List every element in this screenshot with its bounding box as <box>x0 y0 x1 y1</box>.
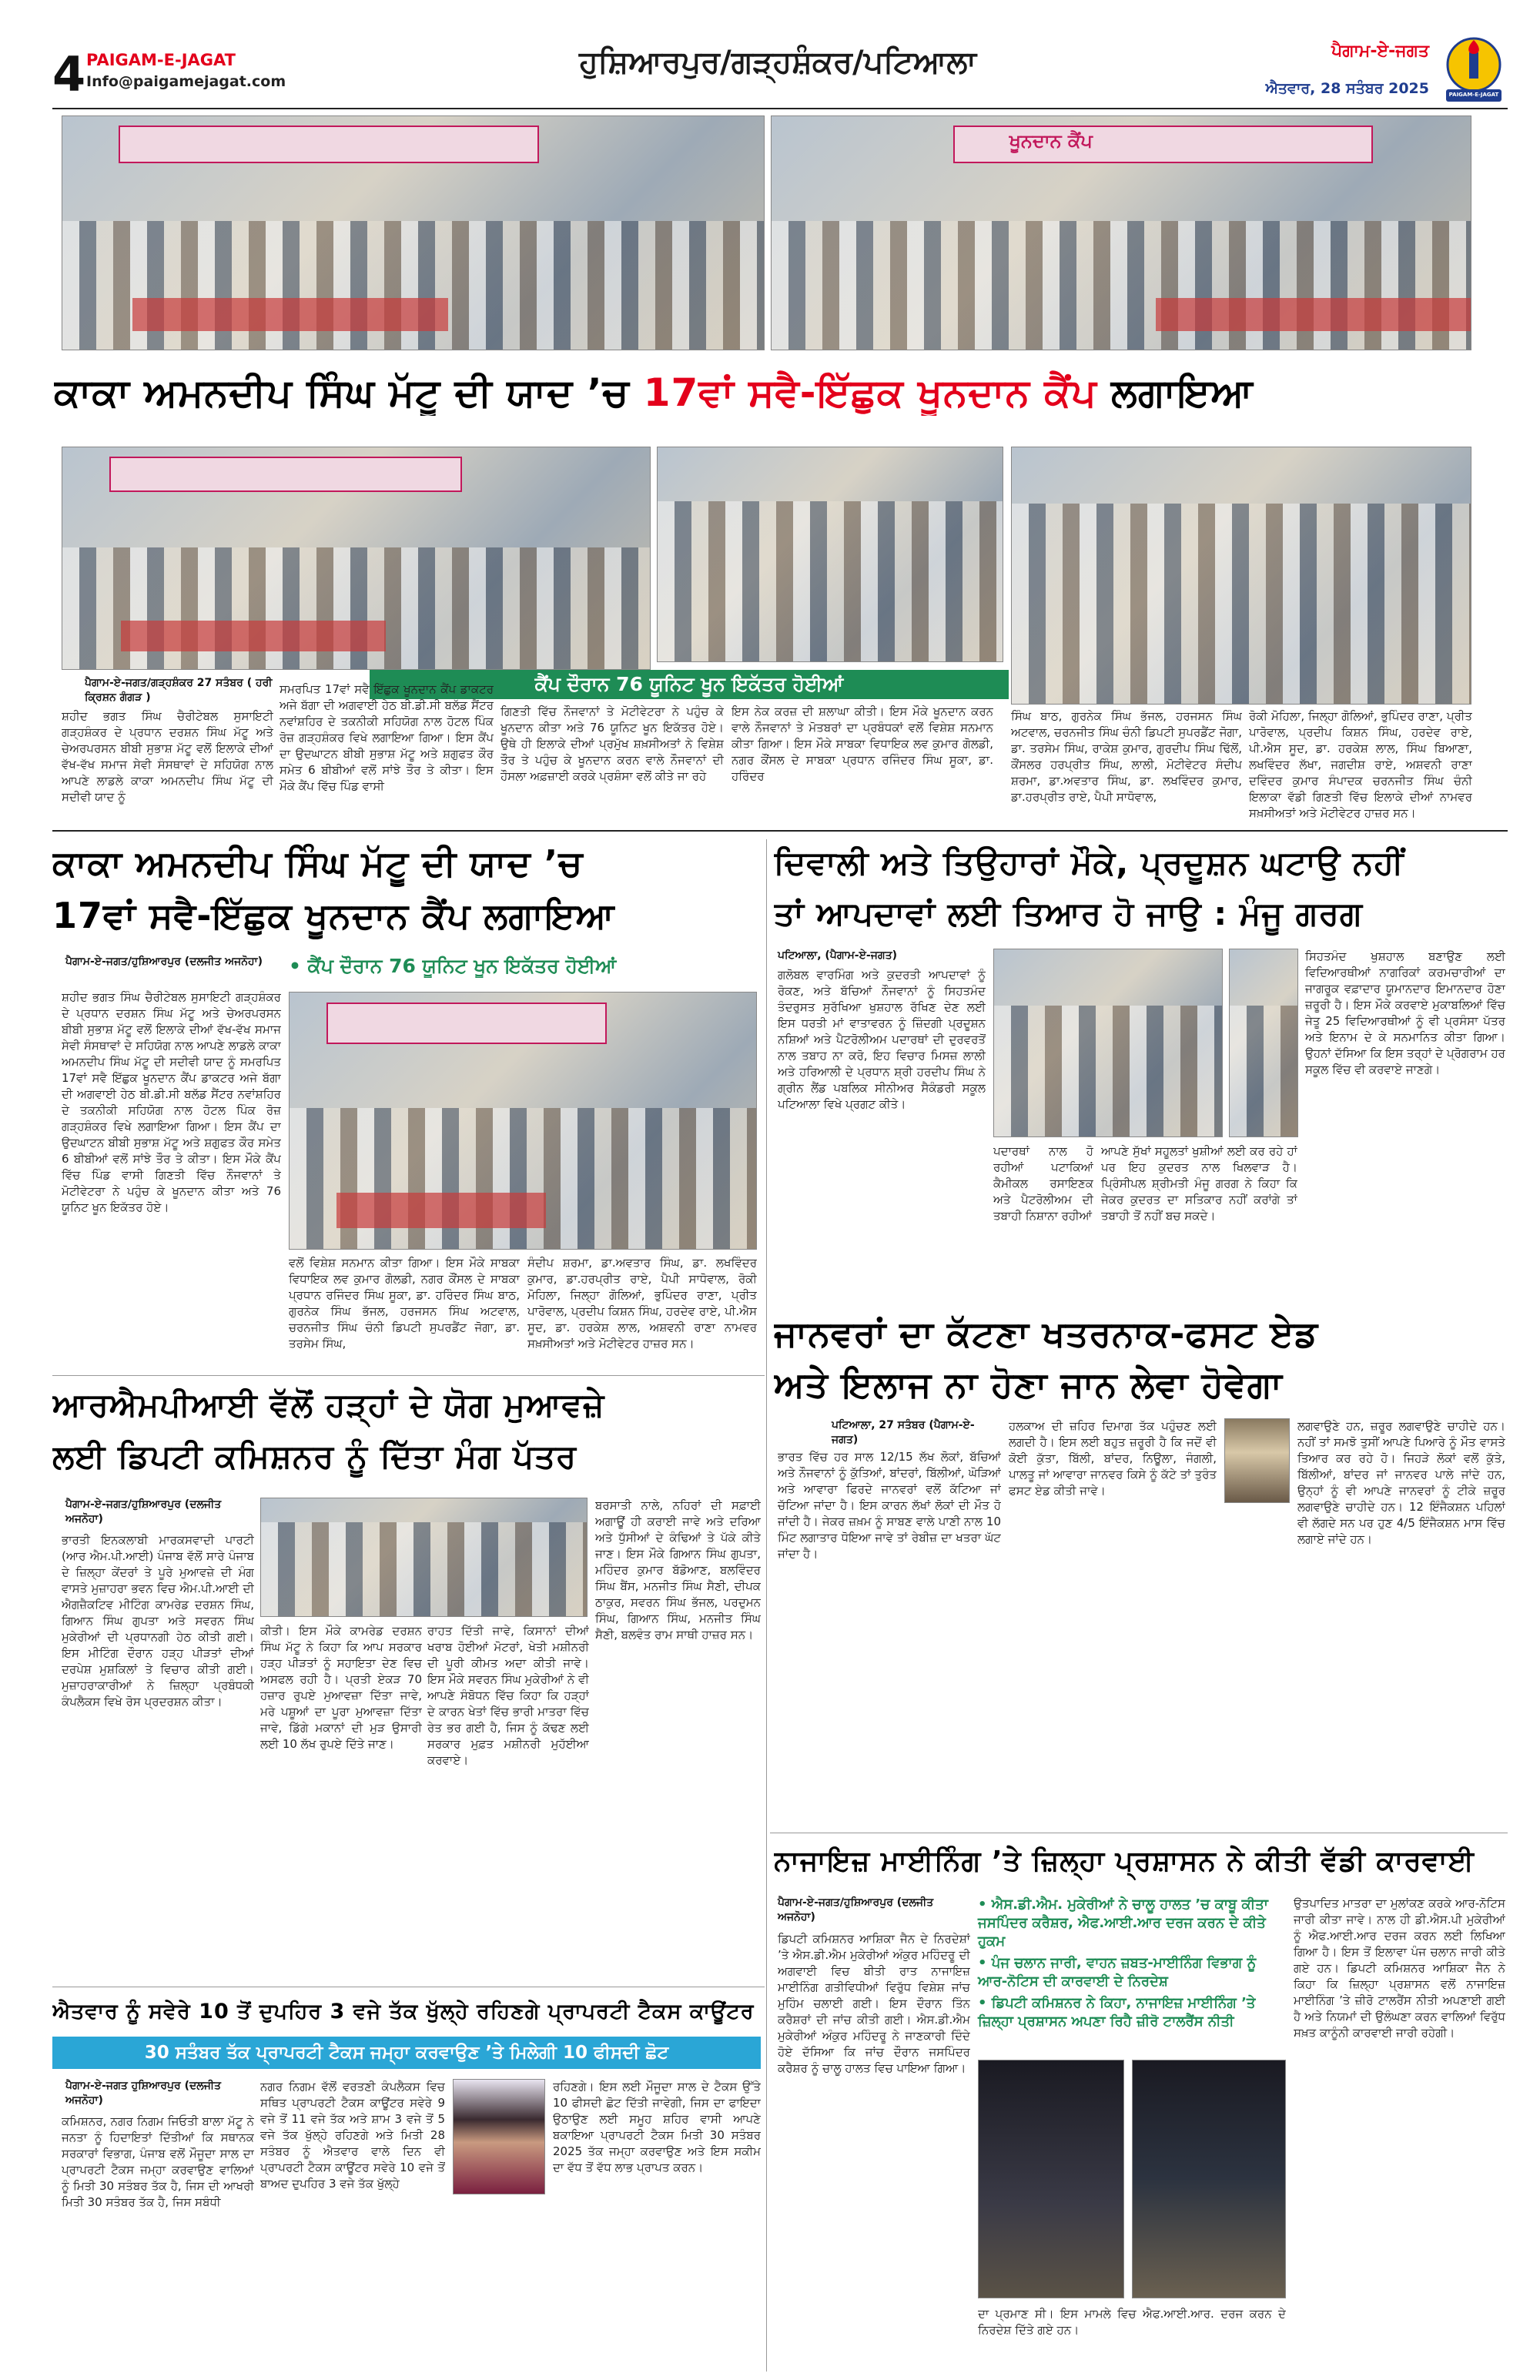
mining-headline: ਨਾਜਾਇਜ਼ ਮਾਈਨਿੰਗ ’ਤੇ ਜ਼ਿਲ੍ਹਾ ਪ੍ਰਸ਼ਾਸਨ ਨੇ ਕੀਤੀ ਵੱਡੀ ਕਾਰਵਾਈ <box>774 1846 1475 1877</box>
mining-body-col1: ਡਿਪਟੀ ਕਮਿਸ਼ਨਰ ਆਸ਼ਿਕਾ ਜੈਨ ਦੇ ਨਿਰਦੇਸ਼ਾਂ ’ਤੇ ਐਸ.ਡੀ.ਐਮ ਮੁਕੇਰੀਆਂ ਅੰਕੁਰ ਮਹਿੰਦਰੂ ਦੀ ਅਗਵਾਈ ਵਿਚ ਬੀਤੀ ਰਾਤ ਨਾਜਾਇਜ਼ ਮਾਈਨਿੰਗ ਗਤੀਵਿਧੀਆਂ ਵਿਰੁੱਧ ਵਿਸ਼ੇਸ਼ ਜਾਂਚ ਮੁਹਿੰਮ ਚਲਾਈ ਗਈ। ਇਸ ਦੌਰਾਨ ਤਿੰਨ ਕਰੈਸ਼ਰਾਂ ਦੀ ਜਾਂਚ ਕੀਤੀ ਗਈ। ਐਸ.ਡੀ.ਐਮ ਮੁਕੇਰੀਆਂ ਅੰਕੁਰ ਮਹਿੰਦਰੂ ਨੇ ਜਾਣਕਾਰੀ ਦਿੰਦੇ ਹੋਏ ਦੱਸਿਆ ਕਿ ਜਾਂਚ ਦੌਰਾਨ ਜਸਪਿੰਦਰ ਕਰੈਸ਼ਰ ਨੂੰ ਚਾਲੂ ਹਾਲਤ ਵਿਚ ਪਾਇਆ ਗਿਆ। <box>778 1932 970 2075</box>
animals-body-col1: ਭਾਰਤ ਵਿੱਚ ਹਰ ਸਾਲ 12/15 ਲੱਖ ਲੋਕਾਂ, ਬੱਚਿਆਂ ਅਤੇ ਨੌਜਵਾਨਾਂ ਨੂੰ ਕੁੱਤਿਆਂ, ਬਾਂਦਰਾਂ, ਬਿੱਲੀਆਂ, ਘੋੜਿਆਂ ਅਤੇ ਆਵਾਰਾ ਫਿਰਦੇ ਜਾਨਵਰਾਂ ਵਲੋਂ ਕੱਟਿਆ ਜਾਂ ਚੱਟਿਆ ਜਾਂਦਾ ਹੈ। ਇਸ ਕਾਰਨ ਲੱਖਾਂ ਲੋਕਾਂ ਦੀ ਮੌਤ ਹੋ ਜਾਂਦੀ ਹੈ। ਜੇਕਰ ਜ਼ਖ਼ਮ ਨੂੰ ਸਾਬਣ ਵਾਲੇ ਪਾਣੀ ਨਾਲ 10 ਮਿੰਟ ਲਗਾਤਾਰ ਧੋਇਆ ਜਾਵੇ ਤਾਂ ਰੇਬੀਜ਼ ਦਾ ਖਤਰਾ ਘੱਟ ਜਾਂਦਾ ਹੈ। <box>778 1450 1001 1561</box>
mining-bullets <box>978 1896 1286 2054</box>
animals-portrait <box>1224 1418 1290 1503</box>
diwali-headline-line1: ਦਿਵਾਲੀ ਅਤੇ ਤਿਉਹਾਰਾਂ ਮੌਕੇ, ਪ੍ਰਦੂਸ਼ਨ ਘਟਾਉ ਨਹੀਂ <box>774 844 1404 882</box>
mining-bullet-2: • ਪੰਜ ਚਲਾਨ ਜਾਰੀ, ਵਾਹਨ ਜ਼ਬਤ-ਮਾਈਨਿੰਗ ਵਿਭਾਗ ਨੂੰ ਆਰ-ਨੋਟਿਸ ਦੀ ਕਾਰਵਾਈ ਦੇ ਨਿਰਦੇਸ਼ <box>978 1955 1257 1990</box>
lead-body-col3: ਗਿਣਤੀ ਵਿੱਚ ਨੌਜਵਾਨਾਂ ਤੇ ਮੋਟੀਵੇਟਰਾ ਨੇ ਪਹੁੰਚ ਕੇ ਖੂਨਦਾਨ ਕੀਤਾ ਅਤੇ 76 ਯੂਨਿਟ ਖੂਨ ਇਕੱਤਰ ਹੋਏ। ਉਥੇ ਹੀ ਇਲਾਕੇ ਦੀਆਂ ਪ੍ਰਮੁੱਖ ਸ਼ਖ਼ਸੀਅਤਾਂ ਨੇ ਵਿਸ਼ੇਸ਼ ਤੌਰ ਤੇ ਪਹੁੰਚ ਕੇ ਖੂਨਦਾਨ ਕਰਨ ਵਾਲੇ ਨੌਜਵਾਨਾਂ ਦੀ ਹੌਸਲਾ ਅਫ਼ਜ਼ਾਈ ਕਰਕੇ ਪ੍ਰਸ਼ੰਸਾ ਵਲੋਂ ਕੀਤੇ ਜਾ ਰਹੇ <box>500 705 724 783</box>
aap-body-col4: ਬਰਸਾਤੀ ਨਾਲੇ, ਨਹਿਰਾਂ ਦੀ ਸਫ਼ਾਈ ਅਗਾਊਂ ਹੀ ਕਰਾਈ ਜਾਵੇ ਅਤੇ ਦਰਿਆ ਅਤੇ ਧੁੱਸੀਆਂ ਦੇ ਕੰਢਿਆਂ ਤੇ ਪੱਕੇ ਕੀਤੇ ਜਾਣ। ਇਸ ਮੌਕੇ ਗਿਆਨ ਸਿੰਘ ਗੁਪਤਾ, ਮਹਿੰਦਰ ਕੁਮਾਰ ਬੱਡੋਆਣ, ਬਲਵਿੰਦਰ ਸਿੰਘ ਬੈਂਸ, ਮਨਜੀਤ ਸਿੰਘ ਸੈਣੀ, ਦੀਪਕ ਠਾਕੁਰ, ਸਵਰਨ ਸਿੰਘ ਭੱਜਲ, ਪਰਦੁਮਨ ਸਿੰਘ, ਗਿਆਨ ਸਿੰਘ, ਮਨਜੀਤ ਸਿੰਘ ਸੈਣੀ, ਬਲਵੰਤ ਰਾਮ ਸਾਥੀ ਹਾਜ਼ਰ ਸਨ। <box>595 1498 761 1642</box>
lead-headline-part3: ਲਗਾਇਆ <box>1096 370 1254 415</box>
diwali-photo-2 <box>1229 949 1298 1137</box>
section-title: ਹੁਸ਼ਿਆਰਪੁਰ/ਗੜ੍ਹਸ਼ੰਕਰ/ਪਟਿਆਲਾ <box>579 45 976 80</box>
story2-photo <box>289 992 757 1250</box>
tax-headline: ਐਤਵਾਰ ਨੂੰ ਸਵੇਰੇ 10 ਤੋਂ ਦੁਪਹਿਰ 3 ਵਜੇ ਤੱਕ ਖੁੱਲ੍ਹੇ ਰਹਿਣਗੇ ਪ੍ਰਾਪਰਟੀ ਟੈਕਸ ਕਾਊਂਟਰ <box>52 2000 755 2024</box>
lead-photo-1 <box>62 115 765 350</box>
aap-top-rule <box>52 1375 765 1376</box>
paper-name: PAIGAM-E-JAGAT <box>86 51 236 69</box>
aap-headline-line2: ਲਈ ਡਿਪਟੀ ਕਮਿਸ਼ਨਰ ਨੂੰ ਦਿੱਤਾ ਮੰਗ ਪੱਤਰ <box>52 1438 578 1475</box>
photo-banner-text: ਖੂਨਦਾਨ ਕੈਂਪ <box>1009 130 1093 152</box>
masthead <box>0 0 1540 115</box>
tax-body-col2: ਨਗਰ ਨਿਗਮ ਵੱਲੋਂ ਵਰਤਣੀ ਕੰਪਲੈਕਸ ਵਿਚ ਸਥਿਤ ਪ੍ਰਾਪਰਟੀ ਟੈਕਸ ਕਾਊਂਟਰ ਸਵੇਰੇ 9 ਵਜੇ ਤੋਂ 11 ਵਜੇ ਤੱਕ ਅਤੇ ਸ਼ਾਮ 3 ਵਜੇ ਤੋਂ 5 ਵਜੇ ਤੱਕ ਖੁੱਲ੍ਹੇ ਰਹਿਣਗੇ ਅਤੇ ਮਿਤੀ 28 ਸਤੰਬਰ ਨੂੰ ਐਤਵਾਰ ਵਾਲੇ ਦਿਨ ਵੀ ਪ੍ਰਾਪਰਟੀ ਟੈਕਸ ਕਾਊਂਟਰ ਸਵੇਰੇ 10 ਵਜੇ ਤੋਂ ਬਾਅਦ ਦੁਪਹਿਰ 3 ਵਜੇ ਤੱਕ ਖੁੱਲ੍ਹੇ <box>260 2080 445 2191</box>
story2-headline-line2: 17ਵਾਂ ਸਵੈ-ਇੱਛੁਕ ਖੂਨਦਾਨ ਕੈਂਪ ਲਗਾਇਆ <box>52 895 615 936</box>
diwali-headline-line2: ਤਾਂ ਆਪਦਾਵਾਂ ਲਈ ਤਿਆਰ ਹੋ ਜਾਉ : ਮੰਜੂ ਗਰਗ <box>774 895 1363 932</box>
story2-subhead: • ਕੈਂਪ ਦੌਰਾਨ 76 ਯੂਨਿਟ ਖੂਨ ਇਕੱਤਰ ਹੋਈਆਂ <box>289 955 617 977</box>
mining-photo-2 <box>1132 2060 1286 2298</box>
mining-dateline: ਪੈਗਾਮ-ਏ-ਜਗਤ/ਹੁਸ਼ਿਆਰਪੁਰ (ਦਲਜੀਤ ਅਜਨੋਹਾ) <box>778 1896 934 1923</box>
paper-email[interactable]: Info@paigamejagat.com <box>86 73 286 90</box>
lead-bottom-rule <box>52 830 1508 832</box>
page-number: 4 <box>52 46 86 102</box>
mining-body-col3: ਉਤਪਾਦਿਤ ਮਾਤਰਾ ਦਾ ਮੁਲਾਂਕਣ ਕਰਕੇ ਆਰ-ਨੋਟਿਸ ਜਾਰੀ ਕੀਤਾ ਜਾਵੇ। ਨਾਲ ਹੀ ਡੀ.ਐਸ.ਪੀ ਮੁਕੇਰੀਆਂ ਨੂੰ ਐਫ.ਆਈ.ਆਰ ਦਰਜ ਕਰਨ ਲਈ ਲਿਖਿਆ ਗਿਆ ਹੈ। ਇਸ ਤੋਂ ਇਲਾਵਾ ਪੰਜ ਚਲਾਨ ਜਾਰੀ ਕੀਤੇ ਗਏ ਹਨ। ਡਿਪਟੀ ਕਮਿਸ਼ਨਰ ਆਸ਼ਿਕਾ ਜੈਨ ਨੇ ਕਿਹਾ ਕਿ ਜ਼ਿਲ੍ਹਾ ਪ੍ਰਸ਼ਾਸਨ ਵਲੋਂ ਨਾਜਾਇਜ਼ ਮਾਈਨਿੰਗ ’ਤੇ ਜ਼ੀਰੋ ਟਾਲਰੈਂਸ ਨੀਤੀ ਅਪਣਾਈ ਗਈ ਹੈ ਅਤੇ ਨਿਯਮਾਂ ਦੀ ਉਲੰਘਣਾ ਕਰਨ ਵਾਲਿਆਂ ਵਿਰੁੱਧ ਸਖ਼ਤ ਕਾਨੂੰਨੀ ਕਾਰਵਾਈ ਜਾਰੀ ਰਹੇਗੀ। <box>1294 1896 1505 2040</box>
animals-body-col2: ਹਲਕਾਅ ਦੀ ਜ਼ਹਿਰ ਦਿਮਾਗ ਤੱਕ ਪਹੁੰਚਣ ਲਈ ਲਗਦੀ ਹੈ। ਇਸ ਲਈ ਬਹੁਤ ਜ਼ਰੂਰੀ ਹੈ ਕਿ ਜਦੋਂ ਵੀ ਕੋਈ ਕੁੱਤਾ, ਬਿੱਲੀ, ਬਾਂਦਰ, ਨਿਊਲਾ, ਜੰਗਲੀ, ਪਾਲਤੂ ਜਾਂ ਆਵਾਰਾ ਜਾਨਵਰ ਕਿਸੇ ਨੂੰ ਕੱਟੇ ਤਾਂ ਤੁਰੰਤ ਫਸਟ ਏਡ ਕੀਤੀ ਜਾਵੇ। <box>1009 1419 1217 1498</box>
logo-text: PAIGAM-E-JAGAT <box>1448 92 1499 98</box>
issue-date: ਐਤਵਾਰ, 28 ਸਤੰਬਰ 2025 <box>1265 80 1429 97</box>
lead-dateline: ਪੈਗਾਮ-ਏ-ਜਗਤ/ਗੜ੍ਹਸ਼ੰਕਰ 27 ਸਤੰਬਰ ( ਹਰੀ ਕ੍ਰਿਸ਼ਨ ਗੰਗੜ ) <box>85 677 273 704</box>
lead-photo-5 <box>1011 447 1471 705</box>
masthead-rule <box>52 108 1508 109</box>
lead-body-col6: ਰੋਕੀ ਮੋਹਿਲਾ, ਜਿਲ੍ਹਾ ਗੋਲਿਆਂ, ਭੁਪਿੰਦਰ ਰਾਣਾ, ਪ੍ਰੀਤ ਪਾਰੋਵਾਲ, ਪ੍ਰਦੀਪ ਕਿਸ਼ਨ ਸਿੰਘ, ਹਰਦੇਵ ਰਾਏ, ਪੀ.ਐਸ ਸੂਦ, ਡਾ. ਹਰਕੇਸ਼ ਲਾਲ, ਸਿੰਘ ਬਿਆਣਾ, ਲਖਵਿੰਦਰ ਲੱਖਾ, ਜਗਦੀਸ਼ ਰਾਏ, ਅਸ਼ਵਨੀ ਰਾਣਾ ਦਵਿੰਦਰ ਕੁਮਾਰ ਸੰਪਾਦਕ ਚਰਨਜੀਤ ਸਿੰਘ ਚੰਨੀ ਇਲਾਕਾ ਵੱਡੀ ਗਿਣਤੀ ਵਿੱਚ ਇਲਾਕੇ ਦੀਆਂ ਨਾਮਵਰ ਸਖ਼ਸੀਅਤਾਂ ਅਤੇ ਮੋਟੀਵੇਟਰ ਹਾਜ਼ਰ ਸਨ। <box>1249 709 1472 820</box>
aap-body-col1: ਭਾਰਤੀ ਇਨਕਲਾਬੀ ਮਾਰਕਸਵਾਦੀ ਪਾਰਟੀ (ਆਰ ਐਮ.ਪੀ.ਆਈ) ਪੰਜਾਬ ਵੱਲੋਂ ਸਾਰੇ ਪੰਜਾਬ ਦੇ ਜ਼ਿਲ੍ਹਾ ਕੇਂਦਰਾਂ ਤੇ ਪੂਰੇ ਮੁਆਵਜ਼ੇ ਦੀ ਮੰਗ ਵਾਸਤੇ ਮੁਜ਼ਾਹਰਾ ਭਵਨ ਵਿਚ ਐਮ.ਪੀ.ਆਈ ਦੀ ਐਗਜ਼ੈਕਟਿਵ ਮੀਟਿੰਗ ਕਾਮਰੇਡ ਦਰਸ਼ਨ ਸਿੰਘ, ਗਿਆਨ ਸਿੰਘ ਗੁਪਤਾ ਅਤੇ ਸਵਰਨ ਸਿੰਘ ਮੁਕੇਰੀਆਂ ਦੀ ਪ੍ਰਧਾਨਗੀ ਹੇਠ ਕੀਤੀ ਗਈ। ਇਸ ਮੀਟਿੰਗ ਦੌਰਾਨ ਹੜ੍ਹ ਪੀੜਤਾਂ ਦੀਆਂ ਦਰਪੇਸ਼ ਮੁਸ਼ਕਿਲਾਂ ਤੇ ਵਿਚਾਰ ਕੀਤੀ ਗਈ। ਮੁਜ਼ਾਹਰਾਕਾਰੀਆਂ ਨੇ ਜ਼ਿਲ੍ਹਾ ਪ੍ਰਬੰਧਕੀ ਕੰਪਲੈਕਸ ਵਿਖੇ ਰੋਸ ਪ੍ਰਦਰਸ਼ਨ ਕੀਤਾ। <box>62 1533 254 1709</box>
lead-headline-part1: ਕਾਕਾ ਅਮਨਦੀਪ ਸਿੰਘ ਮੱਟੂ ਦੀ ਯਾਦ ’ਚ <box>54 370 644 415</box>
story2-body-col1: ਸ਼ਹੀਦ ਭਗਤ ਸਿੰਘ ਚੈਰੀਟੇਬਲ ਸੁਸਾਇਟੀ ਗੜ੍ਹਸ਼ੰਕਰ ਦੇ ਪ੍ਰਧਾਨ ਦਰਸ਼ਨ ਸਿੰਘ ਮੱਟੂ ਅਤੇ ਚੇਅਰਪਰਸਨ ਬੀਬੀ ਸੁਭਾਸ਼ ਮੱਟੂ ਵਲੋਂ ਇਲਾਕੇ ਦੀਆਂ ਵੱਖ-ਵੱਖ ਸਮਾਜ ਸੇਵੀ ਸੰਸਥਾਵਾਂ ਦੇ ਸਹਿਯੋਗ ਨਾਲ ਆਪਣੇ ਲਾਡਲੇ ਕਾਕਾ ਅਮਨਦੀਪ ਸਿੰਘ ਮੱਟੂ ਦੀ ਸਦੀਵੀ ਯਾਦ ਨੂੰ ਸਮਰਪਿਤ 17ਵਾਂ ਸਵੈ ਇੱਛੁਕ ਖੂਨਦਾਨ ਕੈਂਪ ਡਾਕਟਰ ਅਜੇ ਬੱਗਾ ਦੀ ਅਗਵਾਈ ਹੇਠ ਬੀ.ਡੀ.ਸੀ ਬਲੱਡ ਸੈਂਟਰ ਨਵਾਂਸ਼ਹਿਰ ਦੇ ਤਕਨੀਕੀ ਸਹਿਯੋਗ ਨਾਲ ਹੋਟਲ ਪਿੰਕ ਰੋਜ਼ ਗੜ੍ਹਸ਼ੰਕਰ ਵਿਖੇ ਲਗਾਇਆ ਗਿਆ। ਇਸ ਕੈਂਪ ਦਾ ਉਦਘਾਟਨ ਬੀਬੀ ਸੁਭਾਸ਼ ਮੱਟੂ ਅਤੇ ਸ਼ਗੁਫਤ ਕੌਰ ਸਮੇਤ 6 ਬੀਬੀਆਂ ਵਲੋਂ ਸਾਂਝੇ ਤੌਰ ਤੇ ਕੀਤਾ। ਇਸ ਮੌਕੇ ਕੈਂਪ ਵਿੱਚ ਪਿੰਡ ਵਾਸੀ ਗਿਣਤੀ ਵਿੱਚ ਨੌਜਵਾਨਾਂ ਤੇ ਮੋਟੀਵੇਟਰਾ ਨੇ ਪਹੁੰਚ ਕੇ ਖੂਨਦਾਨ ਕੀਤਾ ਅਤੇ 76 ਯੂਨਿਟ ਖੂਨ ਇਕੱਤਰ ਹੋਏ। <box>62 990 281 1214</box>
story2-body-col3: ਸੰਦੀਪ ਸ਼ਰਮਾ, ਡਾ.ਅਵਤਾਰ ਸਿੰਘ, ਡਾ. ਲਖਵਿੰਦਰ ਕੁਮਾਰ, ਡਾ.ਹਰਪ੍ਰੀਤ ਰਾਏ, ਪੈਪੀ ਸਾਧੋਵਾਲ, ਰੋਕੀ ਮੋਹਿਲਾ, ਜਿਲ੍ਹਾ ਗੋਲਿਆਂ, ਭੁਪਿੰਦਰ ਰਾਣਾ, ਪ੍ਰੀਤ ਪਾਰੋਵਾਲ, ਪ੍ਰਦੀਪ ਕਿਸ਼ਨ ਸਿੰਘ, ਹਰਦੇਵ ਰਾਏ, ਪੀ.ਐਸ ਸੂਦ, ਡਾ. ਹਰਕੇਸ਼ ਲਾਲ, ਅਸ਼ਵਨੀ ਰਾਣਾ ਨਾਮਵਰ ਸਖ਼ਸੀਅਤਾਂ ਅਤੇ ਮੋਟੀਵੇਟਰ ਹਾਜ਼ਰ ਸਨ। <box>527 1256 757 1351</box>
tax-portrait <box>453 2079 545 2194</box>
aap-dateline: ਪੈਗਾਮ-ਏ-ਜਗਤ/ਹੁਸ਼ਿਆਰਪੁਰ (ਦਲਜੀਤ ਅਜਨੋਹਾ) <box>65 1498 222 1525</box>
lead-body-col5: ਸਿੰਘ ਬਾਠ, ਗੁਰਨੇਕ ਸਿੰਘ ਭੱਜਲ, ਹਰਜਸਨ ਸਿੰਘ ਅਟਵਾਲ, ਚਰਨਜੀਤ ਸਿੰਘ ਚੰਨੀ ਡਿਪਟੀ ਸੁਪਰਡੈਂਟ ਜੋਗਾ, ਡਾ. ਤਰਸੇਮ ਸਿੰਘ, ਰਾਕੇਸ਼ ਕੁਮਾਰ, ਗੁਰਦੀਪ ਸਿੰਘ ਢਿੱਲੋਂ, ਕੌਂਸਲਰ ਹਰਪ੍ਰੀਤ ਸਿੰਘ, ਲਾਲੀ, ਮੋਟੀਵੇਟਰ ਸੰਦੀਪ ਸ਼ਰਮਾ, ਡਾ.ਅਵਤਾਰ ਸਿੰਘ, ਡਾ. ਲਖਵਿੰਦਰ ਕੁਮਾਰ, ਡਾ.ਹਰਪ੍ਰੀਤ ਰਾਏ, ਪੈਪੀ ਸਾਧੋਵਾਲ, <box>1011 709 1242 804</box>
lead-photo-2 <box>771 115 1471 350</box>
lead-headline <box>54 370 1502 416</box>
lead-subhead: ਕੈਂਪ ਦੌਰਾਨ 76 ਯੂਨਿਟ ਖੂਨ ਇਕੱਤਰ ਹੋਈਆਂ <box>370 670 1009 699</box>
mining-body-col2: ਦਾ ਪ੍ਰਮਾਣ ਸੀ। ਇਸ ਮਾਮਲੇ ਵਿਚ ਐਫ.ਆਈ.ਆਰ. ਦਰਜ ਕਰਨ ਦੇ ਨਿਰਦੇਸ਼ ਦਿੱਤੇ ਗਏ ਹਨ। <box>978 2307 1286 2337</box>
column-divider <box>766 839 767 2372</box>
lead-photo-3 <box>62 447 651 670</box>
aap-body-col2: ਕੀਤੀ। ਇਸ ਮੌਕੇ ਕਾਮਰੇਡ ਦਰਸ਼ਨ ਸਿੰਘ ਮੱਟੂ ਨੇ ਕਿਹਾ ਕਿ ਆਪ ਸਰਕਾਰ ਹੜ੍ਹ ਪੀੜਤਾਂ ਨੂੰ ਸਹਾਇਤਾ ਦੇਣ ਵਿਚ ਅਸਫਲ ਰਹੀ ਹੈ। ਪ੍ਰਤੀ ਏਕੜ 70 ਹਜ਼ਾਰ ਰੁਪਏ ਮੁਆਵਜ਼ਾ ਦਿੱਤਾ ਜਾਵੇ, ਮਰੇ ਪਸ਼ੂਆਂ ਦਾ ਪੂਰਾ ਮੁਆਵਜ਼ਾ ਦਿੱਤਾ ਜਾਵੇ, ਡਿੱਗੇ ਮਕਾਨਾਂ ਦੀ ਮੁੜ ਉਸਾਰੀ ਲਈ 10 ਲੱਖ ਰੁਪਏ ਦਿੱਤੇ ਜਾਣ। <box>260 1624 422 1751</box>
mining-bullet-1-text: ਐਸ.ਡੀ.ਐਮ. ਮੁਕੇਰੀਆਂ ਨੇ ਚਾਲੂ ਹਾਲਤ ’ਚ ਕਾਬੂ ਕੀਤਾ ਜਸਪਿੰਦਰ ਕਰੈਸ਼ਰ, ਐਫ.ਆਈ.ਆਰ ਦਰਜ ਕਰਨ ਦੇ ਕੀਤੇ ਹੁਕਮ <box>978 1896 1268 1950</box>
tax-dateline: ਪੈਗਾਮ-ਏ-ਜਗਤ ਹੁਸ਼ਿਆਰਪੁਰ (ਦਲਜੀਤ ਅਜਨੋਹਾ) <box>65 2080 222 2107</box>
lead-headline-part2: 17ਵਾਂ ਸਵੈ-ਇੱਛੁਕ ਖੂਨਦਾਨ ਕੈਂਪ <box>643 370 1097 415</box>
aap-headline-line1: ਆਰਐਮਪੀਆਈ ਵੱਲੋਂ ਹੜ੍ਹਾਂ ਦੇ ਯੋਗ ਮੁਆਵਜ਼ੇ <box>52 1386 605 1424</box>
diwali-body-col3: ਆਪਣੇ ਸੁੱਖਾਂ ਸਹੂਲਤਾਂ ਖੁਸ਼ੀਆਂ ਲਈ ਕਰ ਰਹੇ ਹਾਂ ਪਰ ਇਹ ਕੁਦਰਤ ਨਾਲ ਖਿਲਵਾੜ ਹੈ। ਪ੍ਰਿੰਸੀਪਲ ਸ਼੍ਰੀਮਤੀ ਮੰਜੂ ਗਰਗ ਨੇ ਕਿਹਾ ਕਿ ਜੇਕਰ ਕੁਦਰਤ ਦਾ ਸਤਿਕਾਰ ਨਹੀਂ ਕਰਾਂਗੇ ਤਾਂ ਤਬਾਹੀ ਤੋਂ ਨਹੀਂ ਬਚ ਸਕਦੇ। <box>1101 1144 1297 1223</box>
diwali-photo-1 <box>993 949 1223 1137</box>
paper-name-punjabi: ਪੈਗਾਮ-ਏ-ਜਗਤ <box>1331 42 1429 61</box>
lead-photo-4 <box>657 447 1003 662</box>
newspaper-logo <box>1441 35 1506 105</box>
story2-headline-line1: ਕਾਕਾ ਅਮਨਦੀਪ ਸਿੰਘ ਮੱਟੂ ਦੀ ਯਾਦ ’ਚ <box>52 842 584 884</box>
animals-headline-line2: ਅਤੇ ਇਲਾਜ ਨਾ ਹੋਣਾ ਜਾਨ ਲੇਵਾ ਹੋਵੇਗਾ <box>774 1364 1283 1405</box>
tax-body-col1: ਕਮਿਸ਼ਨਰ, ਨਗਰ ਨਿਗਮ ਜਿਓਤੀ ਬਾਲਾ ਮੱਟੂ ਨੇ ਜਨਤਾ ਨੂੰ ਹਿਦਾਇਤਾਂ ਦਿੱਤੀਆਂ ਕਿ ਸਥਾਨਕ ਸਰਕਾਰਾਂ ਵਿਭਾਗ, ਪੰਜਾਬ ਵਲੋਂ ਮੌਜੂਦਾ ਸਾਲ ਦਾ ਪ੍ਰਾਪਰਟੀ ਟੈਕਸ ਜਮ੍ਹਾ ਕਰਵਾਉਣ ਵਾਲਿਆਂ ਨੂੰ ਮਿਤੀ 30 ਸਤੰਬਰ ਤੱਕ ਹੈ, ਜਿਸ ਦੀ ਆਖਰੀ ਮਿਤੀ 30 ਸਤੰਬਰ ਤੱਕ ਹੈ, ਜਿਸ ਸਬੰਧੀ <box>62 2114 254 2209</box>
tax-body-col3: ਰਹਿਣਗੇ। ਇਸ ਲਈ ਮੌਜੂਦਾ ਸਾਲ ਦੇ ਟੈਕਸ ਉੱਤੇ 10 ਫੀਸਦੀ ਛੋਟ ਦਿੱਤੀ ਜਾਵੇਗੀ, ਜਿਸ ਦਾ ਫਾਇਦਾ ਉਠਾਉਣ ਲਈ ਸਮੂਹ ਸ਼ਹਿਰ ਵਾਸੀ ਆਪਣੇ ਬਕਾਇਆ ਪ੍ਰਾਪਰਟੀ ਟੈਕਸ ਮਿਤੀ 30 ਸਤੰਬਰ 2025 ਤੱਕ ਜਮ੍ਹਾ ਕਰਵਾਉਣ ਅਤੇ ਇਸ ਸਕੀਮ ਦਾ ਵੱਧ ਤੋਂ ਵੱਧ ਲਾਭ ਪ੍ਰਾਪਤ ਕਰਨ। <box>553 2080 761 2174</box>
diwali-body-col4: ਸਿਹਤਮੰਦ ਖੁਸ਼ਹਾਲ ਬਣਾਉਣ ਲਈ ਵਿਦਿਆਰਥੀਆਂ ਨਾਗਰਿਕਾਂ ਕਰਮਚਾਰੀਆਂ ਦਾ ਜਾਗਰੂਕ ਵਫ਼ਾਦਾਰ ਯੂਮਾਨਦਾਰ ਇਮਾਨਦਾਰ ਹੋਣਾ ਜ਼ਰੂਰੀ ਹੈ। ਇਸ ਮੌਕੇ ਕਰਵਾਏ ਮੁਕਾਬਲਿਆਂ ਵਿੱਚ ਜੇਤੂ 25 ਵਿਦਿਆਰਥੀਆਂ ਨੂੰ ਵੀ ਪ੍ਰਸੰਸਾ ਪੱਤਰ ਅਤੇ ਇਨਾਮ ਦੇ ਕੇ ਸਨਮਾਨਿਤ ਕੀਤਾ ਗਿਆ। ਉਹਨਾਂ ਦੱਸਿਆ ਕਿ ਇਸ ਤਰ੍ਹਾਂ ਦੇ ਪ੍ਰੋਗਰਾਮ ਹਰ ਸਕੂਲ ਵਿੱਚ ਵੀ ਕਰਵਾਏ ਜਾਣਗੇ। <box>1305 949 1505 1076</box>
diwali-dateline: ਪਟਿਆਲਾ, (ਪੈਗਾਮ-ਏ-ਜਗਤ) <box>778 949 897 962</box>
lead-body-col1: ਸ਼ਹੀਦ ਭਗਤ ਸਿੰਘ ਚੈਰੀਟੇਬਲ ਸੁਸਾਇਟੀ ਗੜ੍ਹਸ਼ੰਕਰ ਦੇ ਪ੍ਰਧਾਨ ਦਰਸ਼ਨ ਸਿੰਘ ਮੱਟੂ ਅਤੇ ਚੇਅਰਪਰਸਨ ਬੀਬੀ ਸੁਭਾਸ਼ ਮੱਟੂ ਵਲੋਂ ਇਲਾਕੇ ਦੀਆਂ ਵੱਖ-ਵੱਖ ਸਮਾਜ ਸੇਵੀ ਸੰਸਥਾਵਾਂ ਦੇ ਸਹਿਯੋਗ ਨਾਲ ਆਪਣੇ ਲਾਡਲੇ ਕਾਕਾ ਅਮਨਦੀਪ ਸਿੰਘ ਮੱਟੂ ਦੀ ਸਦੀਵੀ ਯਾਦ ਨੂੰ <box>62 709 273 804</box>
mining-photo-1 <box>978 2060 1124 2298</box>
lead-body-col2: ਸਮਰਪਿਤ 17ਵਾਂ ਸਵੈ ਇੱਛੁਕ ਖੂਨਦਾਨ ਕੈਂਪ ਡਾਕਟਰ ਅਜੇ ਬੱਗਾ ਦੀ ਅਗਵਾਈ ਹੇਠ ਬੀ.ਡੀ.ਸੀ ਬਲੱਡ ਸੈਂਟਰ ਨਵਾਂਸ਼ਹਿਰ ਦੇ ਤਕਨੀਕੀ ਸਹਿਯੋਗ ਨਾਲ ਹੋਟਲ ਪਿੰਕ ਰੋਜ਼ ਗੜ੍ਹਸ਼ੰਕਰ ਵਿਖੇ ਲਗਾਇਆ ਗਿਆ। ਇਸ ਕੈਂਪ ਦਾ ਉਦਘਾਟਨ ਬੀਬੀ ਸੁਭਾਸ਼ ਮੱਟੂ ਅਤੇ ਸ਼ਗੁਫਤ ਕੌਰ ਸਮੇਤ 6 ਬੀਬੀਆਂ ਵਲੋਂ ਸਾਂਝੇ ਤੌਰ ਤੇ ਕੀਤਾ। ਇਸ ਮੌਕੇ ਕੈਂਪ ਵਿੱਚ ਪਿੰਡ ਵਾਸੀ <box>280 682 494 793</box>
story2-body-col2: ਵਲੋਂ ਵਿਸ਼ੇਸ਼ ਸਨਮਾਨ ਕੀਤਾ ਗਿਆ। ਇਸ ਮੌਕੇ ਸਾਬਕਾ ਵਿਧਾਇਕ ਲਵ ਕੁਮਾਰ ਗੋਲਡੀ, ਨਗਰ ਕੌਂਸਲ ਦੇ ਸਾਬਕਾ ਪ੍ਰਧਾਨ ਰਜਿੰਦਰ ਸਿੰਘ ਸੂਕਾ, ਡਾ. ਹਰਿੰਦਰ ਸਿੰਘ ਬਾਠ, ਗੁਰਨੇਕ ਸਿੰਘ ਭੱਜਲ, ਹਰਜਸਨ ਸਿੰਘ ਅਟਵਾਲ, ਚਰਨਜੀਤ ਸਿੰਘ ਚੰਨੀ ਡਿਪਟੀ ਸੁਪਰਡੈਂਟ ਜੋਗਾ, ਡਾ. ਤਰਸੇਮ ਸਿੰਘ, <box>289 1256 520 1351</box>
lead-body-col4: ਇਸ ਨੇਕ ਕਰਜ਼ ਦੀ ਸ਼ਲਾਘਾ ਕੀਤੀ। ਇਸ ਮੌਕੇ ਖੂਨਦਾਨ ਕਰਨ ਵਾਲੇ ਨੌਜਵਾਨਾਂ ਤੇ ਮੋਤਬਰਾਂ ਦਾ ਪ੍ਰਬੰਧਕਾਂ ਵਲੋਂ ਵਿਸ਼ੇਸ਼ ਸਨਮਾਨ ਕੀਤਾ ਗਿਆ। ਇਸ ਮੌਕੇ ਸਾਬਕਾ ਵਿਧਾਇਕ ਲਵ ਕੁਮਾਰ ਗੋਲਡੀ, ਨਗਰ ਕੌਂਸਲ ਦੇ ਸਾਬਕਾ ਪ੍ਰਧਾਨ ਰਜਿੰਦਰ ਸਿੰਘ ਸੂਕਾ, ਡਾ. ਹਰਿੰਦਰ <box>732 705 993 783</box>
mining-bullet-3: • ਡਿਪਟੀ ਕਮਿਸ਼ਨਰ ਨੇ ਕਿਹਾ, ਨਾਜਾਇਜ਼ ਮਾਈਨਿੰਗ ’ਤੇ ਜ਼ਿਲ੍ਹਾ ਪ੍ਰਸ਼ਾਸਨ ਅਪਣਾ ਰਿਹੈ ਜ਼ੀਰੋ ਟਾਲਰੈਂਸ ਨੀਤੀ <box>978 1995 1256 2030</box>
mining-bullet-1: • ਐਸ.ਡੀ.ਐਮ. ਮੁਕੇਰੀਆਂ ਨੇ ਚਾਲੂ ਹਾਲਤ ’ਚ ਕਾਬੂ ਕੀਤਾ ਜਸਪਿੰਦਰ ਕਰੈਸ਼ਰ, ਐਫ.ਆਈ.ਆਰ ਦਰਜ ਕਰਨ ਦੇ ਕੀਤੇ ਹੁਕਮ <box>978 1896 1268 1950</box>
animals-headline-line1: ਜਾਨਵਰਾਂ ਦਾ ਕੱਟਣਾ ਖਤਰਨਾਕ-ਫਸਟ ਏਡ <box>774 1313 1319 1354</box>
mining-bullet-2-text: ਪੰਜ ਚਲਾਨ ਜਾਰੀ, ਵਾਹਨ ਜ਼ਬਤ-ਮਾਈਨਿੰਗ ਵਿਭਾਗ ਨੂੰ ਆਰ-ਨੋਟਿਸ ਦੀ ਕਾਰਵਾਈ ਦੇ ਨਿਰਦੇਸ਼ <box>978 1955 1257 1990</box>
diwali-body-col2: ਪਦਾਰਥਾਂ ਨਾਲ ਹੋ ਰਹੀਆਂ ਪਟਾਕਿਆਂ ਕੈਮੀਕਲ ਰਸਾਇਣਕ ਅਤੇ ਪੈਟਰੋਲੀਅਮ ਦੀ ਤਬਾਹੀ ਨਿਸ਼ਾਨਾ ਰਹੀਆਂ <box>993 1144 1093 1223</box>
diwali-body-col1: ਗਲੋਬਲ ਵਾਰਮਿੰਗ ਅਤੇ ਕੁਦਰਤੀ ਆਪਦਾਵਾਂ ਨੂੰ ਰੋਕਣ, ਅਤੇ ਬੱਚਿਆਂ ਨੌਜਵਾਨਾਂ ਨੂੰ ਸਿਹਤਮੰਦ ਤੰਦਰੁਸਤ ਸੁਰੱਖਿਆ ਖੁਸ਼ਹਾਲ ਰੱਖਿਣ ਦੇਣ ਲਈ ਇਸ ਧਰਤੀ ਮਾਂ ਵਾਤਾਵਰਨ ਨੂੰ ਜ਼ਿੰਦਗੀ ਪ੍ਰਦੂਸ਼ਨ ਨਸ਼ਿਆਂ ਅਤੇ ਪੈਟਰੋਲੀਅਮ ਪਦਾਰਥਾਂ ਦੀ ਦੁਰਵਰਤੋਂ ਨਾਲ ਤਬਾਹ ਨਾ ਕਰੋ, ਇਹ ਵਿਚਾਰ ਮਿਸਜ਼ ਲਾਲੀ ਅਤੇ ਹਰਿਆਲੀ ਦੇ ਪ੍ਰਧਾਨ ਸ਼੍ਰੀ ਹਰਦੀਪ ਸਿੰਘ ਨੇ ਗ੍ਰੀਨ ਲੈਂਡ ਪਬਲਿਕ ਸੀਨੀਅਰ ਸੈਕੰਡਰੀ ਸਕੂਲ ਪਟਿਆਲਾ ਵਿਖੇ ਪ੍ਰਗਟ ਕੀਤੇ। <box>778 968 986 1111</box>
animals-dateline: ਪਟਿਆਲਾ, 27 ਸਤੰਬਰ (ਪੈਗਾਮ-ਏ-ਜਗਤ) <box>832 1419 975 1446</box>
mining-bullet-3-text: ਡਿਪਟੀ ਕਮਿਸ਼ਨਰ ਨੇ ਕਿਹਾ, ਨਾਜਾਇਜ਼ ਮਾਈਨਿੰਗ ’ਤੇ ਜ਼ਿਲ੍ਹਾ ਪ੍ਰਸ਼ਾਸਨ ਅਪਣਾ ਰਿਹੈ ਜ਼ੀਰੋ ਟਾਲਰੈਂਸ ਨੀਤੀ <box>978 1995 1256 2030</box>
story2-dateline: ਪੈਗਾਮ-ਏ-ਜਗਤ/ਹੁਸ਼ਿਆਰਪੁਰ (ਦਲਜੀਤ ਅਜਨੋਹਾ) <box>65 956 263 968</box>
animals-body-col3: ਲਗਵਾਉਣੇ ਹਨ, ਜ਼ਰੂਰ ਲਗਵਾਉਣੇ ਚਾਹੀਦੇ ਹਨ। ਨਹੀਂ ਤਾਂ ਸਮਝੋ ਤੁਸੀਂ ਆਪਣੇ ਪਿਆਰੇ ਨੂੰ ਮੌਤ ਵਾਸਤੇ ਤਿਆਰ ਕਰ ਰਹੇ ਹੋ। ਜਿਹੜੇ ਲੋਕਾਂ ਵਲੋਂ ਕੁੱਤੇ, ਬਿੱਲੀਆਂ, ਬਾਂਦਰ ਜਾਂ ਜਾਨਵਰ ਪਾਲੇ ਜਾਂਦੇ ਹਨ, ਉਨ੍ਹਾਂ ਨੂੰ ਵੀ ਆਪਣੇ ਜਾਨਵਰਾਂ ਨੂੰ ਟੀਕੇ ਜ਼ਰੂਰ ਲਗਵਾਉਣੇ ਚਾਹੀਦੇ ਹਨ। 12 ਇੰਜੈਕਸ਼ਨ ਪਹਿਲਾਂ ਵੀ ਲੱਗਦੇ ਸਨ ਪਰ ਹੁਣ 4/5 ਇੰਜੈਕਸ਼ਨ ਮਾਸ ਵਿੱਚ ਲਗਾਏ ਜਾਂਦੇ ਹਨ। <box>1297 1419 1505 1546</box>
aap-body-col3: ਰਾਹਤ ਦਿੱਤੀ ਜਾਵੇ, ਕਿਸਾਨਾਂ ਦੀਆਂ ਖਰਾਬ ਹੋਈਆਂ ਮੋਟਰਾਂ, ਖੇਤੀ ਮਸ਼ੀਨਰੀ ਦੀ ਪੂਰੀ ਕੀਮਤ ਅਦਾ ਕੀਤੀ ਜਾਵੇ। ਇਸ ਮੌਕੇ ਸਵਰਨ ਸਿੰਘ ਮੁਕੇਰੀਆਂ ਨੇ ਵੀ ਆਪਣੇ ਸੰਬੋਧਨ ਵਿੱਚ ਕਿਹਾ ਕਿ ਹੜ੍ਹਾਂ ਦੇ ਕਾਰਨ ਖੇਤਾਂ ਵਿੱਚ ਭਾਰੀ ਮਾਤਰਾ ਵਿੱਚ ਰੇਤ ਭਰ ਗਈ ਹੈ, ਜਿਸ ਨੂੰ ਕੱਢਣ ਲਈ ਸਰਕਾਰ ਮੁਫ਼ਤ ਮਸ਼ੀਨਰੀ ਮੁਹੱਈਆ ਕਰਵਾਏ। <box>427 1624 589 1767</box>
aap-photo <box>260 1498 588 1617</box>
tax-banner: 30 ਸਤੰਬਰ ਤੱਕ ਪ੍ਰਾਪਰਟੀ ਟੈਕਸ ਜਮ੍ਹਾ ਕਰਵਾਉਣ ’ਤੇ ਮਿਲੇਗੀ 10 ਫੀਸਦੀ ਛੋਟ <box>52 2037 761 2069</box>
